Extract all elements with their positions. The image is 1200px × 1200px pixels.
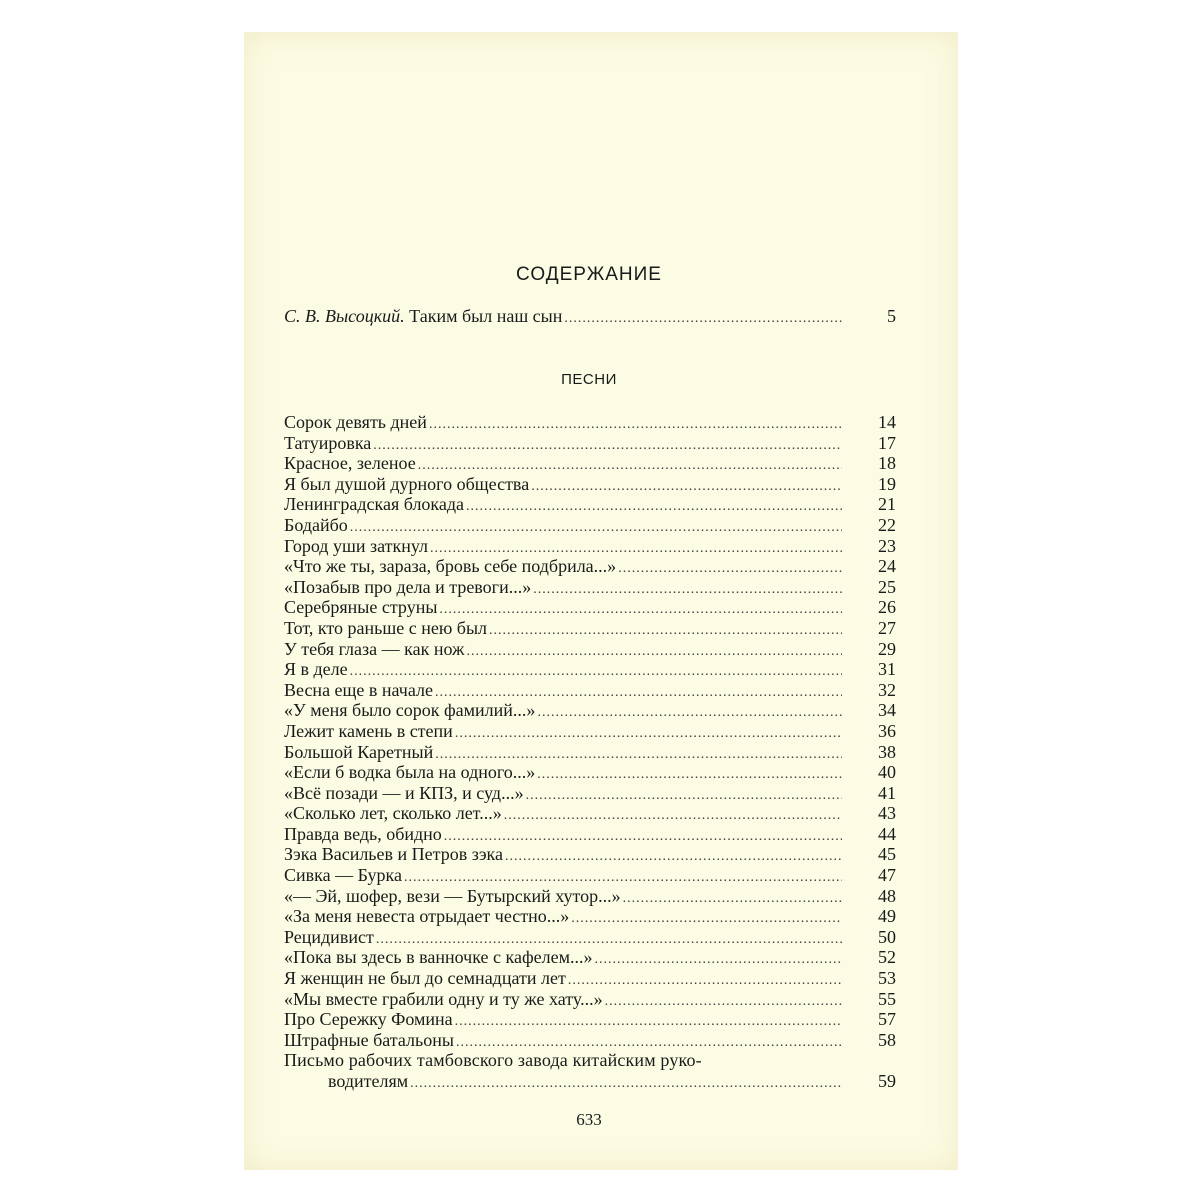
toc-row (284, 639, 896, 660)
toc-row (284, 906, 896, 927)
page-number: 55 (878, 988, 896, 1009)
toc-row (284, 947, 896, 968)
toc-row (284, 474, 896, 495)
toc-entry-label: Тот, кто раньше с нею был (284, 617, 488, 638)
page-number: 19 (878, 473, 896, 494)
leader-dots (444, 827, 842, 848)
toc-row (284, 494, 896, 515)
toc-row (284, 721, 896, 742)
leader-dots (455, 724, 842, 745)
toc-row (284, 659, 896, 680)
page-number: 5 (887, 306, 896, 326)
toc-row (284, 433, 896, 454)
leader-dots (537, 765, 842, 786)
page-number: 17 (878, 432, 896, 453)
toc-row (284, 556, 896, 577)
toc-row (284, 742, 896, 763)
toc-entry-label: Про Сережку Фомина (284, 1009, 453, 1030)
page-number: 58 (878, 1029, 896, 1050)
toc-entry-label: Я женщин не был до семнадцати лет (284, 968, 566, 989)
leader-dots (439, 600, 842, 621)
toc-entry-label: «Мы вместе грабили одну и ту же хату...» (284, 988, 603, 1009)
page-number: 14 (878, 412, 896, 432)
page-number: 43 (878, 803, 896, 824)
toc-row (284, 306, 896, 327)
toc-entry-label: Город уши заткнул (284, 535, 429, 556)
page-number: 31 (878, 659, 896, 680)
toc-entry-label: Большой Каретный (284, 741, 434, 762)
leader-dots (505, 847, 842, 868)
toc-row (284, 536, 896, 557)
toc-row (284, 989, 896, 1010)
leader-dots (537, 703, 842, 724)
toc-entry-label: Ленинградская блокада (284, 494, 465, 515)
leader-dots (571, 909, 842, 930)
toc-row (284, 700, 896, 721)
leader-dots (466, 642, 842, 663)
toc-row (284, 927, 896, 948)
leader-dots (595, 950, 843, 971)
leader-dots (618, 559, 842, 580)
intro-title: Таким был наш сын (409, 306, 563, 326)
page-number: 52 (878, 947, 896, 968)
page-number: 27 (878, 617, 896, 638)
page-number: 23 (878, 535, 896, 556)
page-number: 44 (878, 823, 896, 844)
toc-entry-label: Правда ведь, обидно (284, 823, 442, 844)
leader-dots (504, 806, 842, 827)
toc-row (284, 1071, 896, 1092)
page-number: 29 (878, 638, 896, 659)
page-number: 48 (878, 885, 896, 906)
leader-dots (410, 1074, 842, 1095)
toc-row (284, 515, 896, 536)
page-title: СОДЕРЖАНИЕ (516, 264, 662, 285)
page-number: 34 (878, 700, 896, 721)
leader-dots (531, 477, 842, 498)
toc-entry-label: Зэка Васильев и Петров зэка (284, 844, 504, 865)
leader-dots (533, 580, 842, 601)
page-number: 25 (878, 576, 896, 597)
leader-dots (373, 436, 842, 457)
toc-entry-label: «Позабыв про дела и тревоги...» (284, 576, 532, 597)
page-number: 50 (878, 926, 896, 947)
toc-entry-label: «Всё позади — и КПЗ, и суд...» (284, 782, 524, 803)
toc-row (284, 453, 896, 474)
leader-dots (564, 309, 842, 330)
page-number: 22 (878, 514, 896, 535)
toc-entry-label: Весна еще в начале (284, 679, 433, 700)
toc-row (284, 783, 896, 804)
toc-entry-label: У тебя глаза — как нож (284, 638, 465, 659)
intro-author: С. В. Высоцкий. (284, 306, 405, 326)
page-number: 24 (878, 556, 896, 577)
page-number: 57 (878, 1009, 896, 1030)
page-number: 45 (878, 844, 896, 865)
toc-entry-label: Бодайбо (284, 514, 348, 535)
toc-row (284, 824, 896, 845)
toc-entry-label: Красное, зеленое (284, 453, 416, 474)
intro-entry (284, 306, 896, 327)
toc-row (284, 762, 896, 783)
toc-entry-label: Сивка — Бурка (284, 865, 402, 886)
toc-entry-label: «Что же ты, зараза, бровь себе подбрила...» (284, 556, 617, 577)
leader-dots (568, 971, 842, 992)
toc-entry-label: «Если б водка была на одного...» (284, 762, 536, 783)
toc-row (284, 597, 896, 618)
toc-entry-label: Я был душой дурного общества (284, 473, 530, 494)
page-number: 47 (878, 865, 896, 886)
toc-entry-label: «У меня было сорок фамилий...» (284, 700, 536, 721)
toc-entry-wrapped-first-line: Письмо рабочих тамбовского завода китайским руко- (284, 1050, 702, 1071)
page-number: 40 (878, 762, 896, 783)
book-page (244, 32, 958, 1170)
folio-page-number: 633 (576, 1110, 602, 1129)
toc-row (284, 844, 896, 865)
toc-entry-label: Лежит камень в степи (284, 720, 453, 741)
leader-dots (429, 415, 842, 436)
toc-entry-label (284, 306, 562, 327)
toc-row (284, 803, 896, 824)
toc-row (284, 1009, 896, 1030)
page-number: 32 (878, 679, 896, 700)
toc-entry-label: «Сколько лет, сколько лет...» (284, 803, 502, 824)
toc-list (284, 412, 896, 1092)
page-number: 18 (878, 453, 896, 474)
toc-entry-label: Серебряные струны (284, 597, 438, 618)
toc-row (284, 865, 896, 886)
toc-row (284, 886, 896, 907)
leader-dots (623, 889, 842, 910)
toc-row (284, 412, 896, 433)
toc-row (284, 968, 896, 989)
leader-dots (466, 497, 842, 518)
leader-dots (605, 992, 842, 1013)
leader-dots (526, 786, 842, 807)
section-title: ПЕСНИ (561, 371, 617, 388)
toc-entry-label: «Пока вы здесь в ванночке с кафелем...» (284, 947, 593, 968)
toc-entry-label: Татуировка (284, 432, 372, 453)
toc-row (284, 577, 896, 598)
page-number: 21 (878, 494, 896, 515)
page-number: 53 (878, 968, 896, 989)
toc-entry-label: Сорок девять дней (284, 412, 427, 432)
leader-dots (455, 1012, 842, 1033)
page-number: 38 (878, 741, 896, 762)
toc-entry-label: Я в деле (284, 659, 348, 680)
page-number: 49 (878, 906, 896, 927)
leader-dots (489, 621, 842, 642)
toc-row (284, 1030, 896, 1051)
toc-entry-label: «— Эй, шофер, вези — Бутырский хутор...» (284, 885, 621, 906)
page-number: 36 (878, 720, 896, 741)
toc-row (284, 618, 896, 639)
toc-entry-label: Рецидивист (284, 926, 374, 947)
toc-row (284, 680, 896, 701)
page-number: 41 (878, 782, 896, 803)
toc-entry-wrapped-second-line: водителям (328, 1071, 409, 1091)
toc-entry-label: Штрафные батальоны (284, 1029, 454, 1050)
page-number: 59 (878, 1071, 896, 1091)
page-number: 26 (878, 597, 896, 618)
toc-entry-label: «За меня невеста отрыдает честно...» (284, 906, 570, 927)
